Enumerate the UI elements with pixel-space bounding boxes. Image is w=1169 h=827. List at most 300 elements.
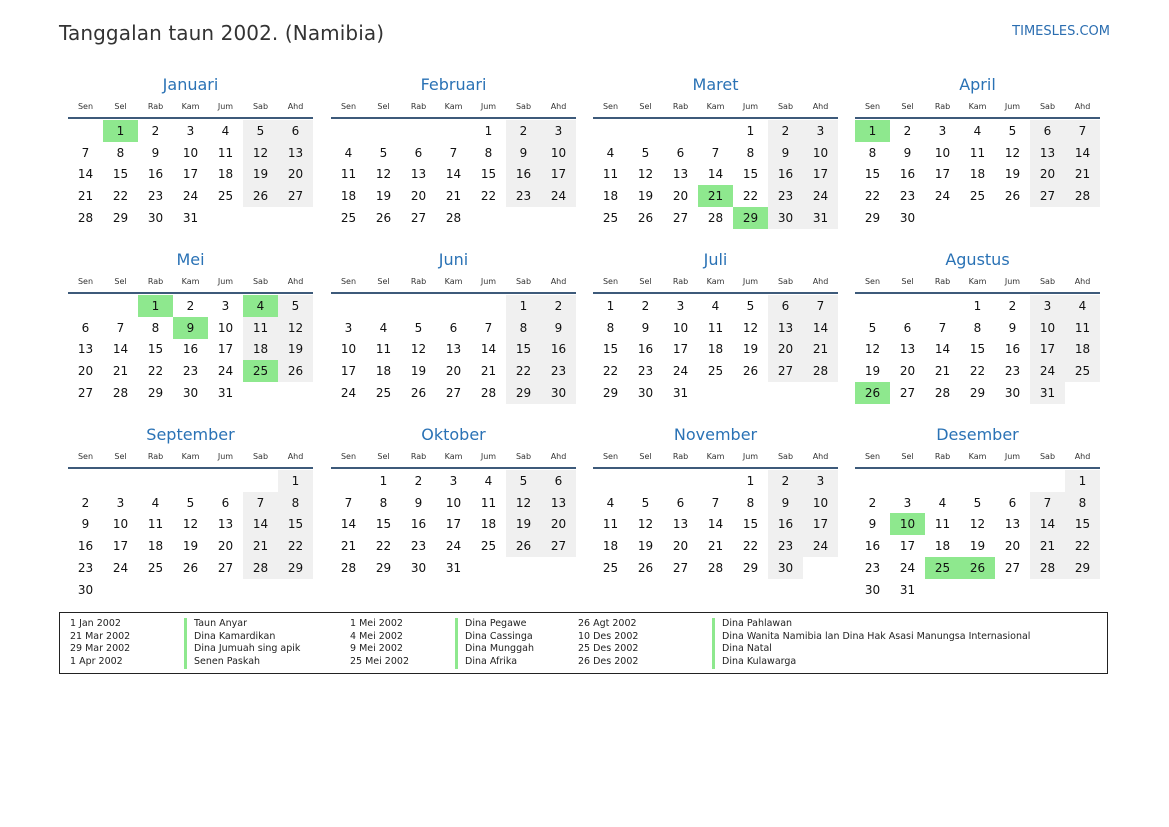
day-cell: 28	[1065, 185, 1100, 207]
weekday-label: Kam	[181, 277, 200, 286]
day-cell: 5	[186, 495, 195, 510]
weekday-label: Sel	[377, 102, 390, 111]
day-cell: 7	[1030, 492, 1065, 514]
day-cell: 25	[217, 189, 234, 204]
weekday-label: Sen	[77, 102, 94, 111]
day-cell: 16	[768, 513, 803, 535]
day-cell: 30	[637, 385, 654, 400]
day-cell: 23	[864, 560, 881, 575]
month-name: Oktober	[421, 425, 486, 444]
day-cell: 25	[147, 560, 164, 575]
day-cell: 13	[899, 342, 916, 357]
day-cell: 23	[147, 189, 164, 204]
day-cell: 7	[243, 492, 278, 514]
day-cell: 5	[506, 470, 541, 492]
day-cell: 18	[707, 342, 724, 357]
day-cell: 5	[641, 495, 650, 510]
day-cell: 31	[182, 210, 199, 225]
month-name: Desember	[936, 425, 1019, 444]
day-cell: 1	[278, 470, 313, 492]
day-cell: 23	[899, 189, 916, 204]
weekday-label: Sen	[602, 452, 619, 461]
weekday-label: Rab	[147, 102, 164, 111]
holiday-day-cell: 4	[243, 295, 278, 317]
holiday-date: 29 Mar 2002	[70, 643, 131, 655]
day-cell: 17	[340, 364, 357, 379]
day-cell: 25	[480, 539, 497, 554]
month-divider	[68, 117, 313, 119]
day-cell: 19	[506, 513, 541, 535]
day-cell: 15	[480, 167, 497, 182]
day-cell: 26	[637, 210, 654, 225]
day-cell: 4	[379, 320, 388, 335]
day-cell: 22	[480, 189, 497, 204]
weekday-label: Sel	[901, 452, 914, 461]
day-cell: 11	[934, 517, 951, 532]
day-cell: 16	[77, 539, 94, 554]
day-cell: 4	[151, 495, 160, 510]
day-cell: 21	[445, 189, 462, 204]
day-cell: 29	[506, 382, 541, 404]
day-cell: 13	[672, 517, 689, 532]
weekday-header	[331, 102, 576, 116]
day-cell: 12	[742, 320, 759, 335]
day-cell: 8	[746, 145, 755, 160]
day-cell: 30	[768, 557, 803, 579]
legend-date-column	[70, 618, 130, 669]
day-cell: 11	[480, 495, 497, 510]
day-cell: 17	[934, 167, 951, 182]
day-cell: 20	[899, 364, 916, 379]
weekday-label: Jum	[1004, 452, 1021, 461]
weekday-header	[593, 452, 838, 466]
day-cell: 25	[969, 189, 986, 204]
day-cell: 12	[864, 342, 881, 357]
day-cell: 31	[445, 560, 462, 575]
day-cell: 7	[449, 145, 458, 160]
day-cell: 16	[182, 342, 199, 357]
day-cell: 12	[637, 517, 654, 532]
day-cell: 10	[182, 145, 199, 160]
day-cell: 16	[768, 163, 803, 185]
month-name: Mei	[176, 250, 205, 269]
day-cell: 27	[217, 560, 234, 575]
day-cell: 24	[899, 560, 916, 575]
month-name: September	[146, 425, 235, 444]
day-cell: 6	[414, 145, 423, 160]
day-cell: 26	[637, 560, 654, 575]
weekday-label: Sel	[114, 277, 127, 286]
weekday-label: Sel	[639, 277, 652, 286]
weekday-header	[331, 452, 576, 466]
weekday-label: Ahd	[550, 277, 567, 286]
day-cell: 29	[1065, 557, 1100, 579]
day-cell: 24	[803, 185, 838, 207]
holiday-date: 25 Mei 2002	[350, 656, 409, 668]
weekday-label: Jum	[742, 452, 759, 461]
day-cell: 10	[340, 342, 357, 357]
day-cell: 21	[934, 364, 951, 379]
weekday-header	[855, 277, 1100, 291]
day-cell: 2	[81, 495, 90, 510]
day-cell: 11	[707, 320, 724, 335]
weekday-label: Sab	[1039, 277, 1056, 286]
day-cell: 3	[186, 124, 195, 138]
day-cell: 1	[606, 299, 615, 313]
weekday-label: Jum	[480, 452, 497, 461]
day-cell: 8	[746, 495, 755, 510]
holiday-legend	[59, 612, 1108, 674]
day-cell: 3	[803, 120, 838, 142]
day-cell: 14	[1030, 513, 1065, 535]
holiday-date: 4 Mei 2002	[350, 630, 403, 642]
day-cell: 6	[221, 495, 230, 510]
day-cell: 27	[1004, 560, 1021, 575]
day-cell: 19	[969, 539, 986, 554]
day-cell: 24	[1030, 360, 1065, 382]
day-cell: 23	[410, 539, 427, 554]
day-cell: 8	[973, 320, 982, 335]
day-cell: 22	[375, 539, 392, 554]
weekday-label: Sel	[114, 452, 127, 461]
day-cell: 27	[278, 185, 313, 207]
weekday-header	[68, 277, 313, 291]
day-cell: 20	[541, 513, 576, 535]
day-cell: 27	[541, 535, 576, 557]
day-cell: 30	[147, 210, 164, 225]
weekday-label: Sen	[864, 277, 881, 286]
day-cell: 16	[864, 539, 881, 554]
day-cell: 1	[379, 474, 388, 488]
weekday-label: Rab	[147, 452, 164, 461]
day-cell: 22	[864, 189, 881, 204]
day-cell: 25	[340, 210, 357, 225]
day-cell: 12	[637, 167, 654, 182]
day-cell: 14	[934, 342, 951, 357]
day-cell: 19	[182, 539, 199, 554]
holiday-date: 1 Jan 2002	[70, 618, 121, 629]
day-cell: 6	[278, 120, 313, 142]
weekday-header	[68, 452, 313, 466]
weekday-label: Jum	[480, 102, 497, 111]
month-name: Januari	[162, 75, 219, 94]
day-cell: 23	[768, 185, 803, 207]
weekday-label: Kam	[968, 452, 987, 461]
day-cell: 17	[112, 539, 129, 554]
legend-name-column	[712, 618, 1030, 669]
day-cell: 2	[151, 124, 160, 138]
day-cell: 28	[340, 560, 357, 575]
day-cell: 17	[899, 539, 916, 554]
day-cell: 7	[803, 295, 838, 317]
day-cell: 23	[77, 560, 94, 575]
holiday-date: 26 Des 2002	[578, 656, 639, 668]
day-cell: 9	[868, 517, 877, 532]
day-cell: 26	[243, 185, 278, 207]
weekday-label: Sab	[515, 102, 532, 111]
weekday-label: Sab	[252, 452, 269, 461]
day-cell: 29	[742, 560, 759, 575]
day-cell: 3	[541, 120, 576, 142]
day-cell: 31	[899, 582, 916, 597]
day-cell: 14	[112, 342, 129, 357]
month-divider	[593, 292, 838, 294]
day-cell: 4	[711, 299, 720, 313]
day-cell: 29	[278, 557, 313, 579]
weekday-label: Sab	[515, 277, 532, 286]
day-cell: 20	[768, 338, 803, 360]
day-cell: 25	[375, 385, 392, 400]
weekday-label: Sen	[340, 102, 357, 111]
day-cell: 11	[602, 167, 619, 182]
day-cell: 21	[803, 338, 838, 360]
day-cell: 4	[484, 474, 493, 488]
weekday-label: Sab	[252, 277, 269, 286]
weekday-label: Sel	[901, 102, 914, 111]
day-cell: 14	[340, 517, 357, 532]
day-cell: 28	[243, 557, 278, 579]
weekday-label: Sel	[639, 452, 652, 461]
day-cell: 19	[375, 189, 392, 204]
day-cell: 9	[414, 495, 423, 510]
day-cell: 14	[707, 517, 724, 532]
weekday-label: Rab	[672, 102, 689, 111]
day-cell: 20	[445, 364, 462, 379]
weekday-label: Jum	[217, 102, 234, 111]
holiday-day-cell: 1	[103, 120, 138, 142]
day-cell: 3	[676, 299, 685, 313]
weekday-label: Kam	[181, 102, 200, 111]
day-cell: 19	[1004, 167, 1021, 182]
day-cell: 17	[803, 163, 838, 185]
day-cell: 25	[602, 210, 619, 225]
day-cell: 15	[278, 513, 313, 535]
day-cell: 22	[506, 360, 541, 382]
day-cell: 18	[969, 167, 986, 182]
weekday-header	[593, 277, 838, 291]
day-cell: 11	[969, 145, 986, 160]
weekday-header	[68, 102, 313, 116]
day-cell: 30	[541, 382, 576, 404]
day-cell: 23	[541, 360, 576, 382]
day-cell: 18	[1065, 338, 1100, 360]
day-cell: 23	[506, 185, 541, 207]
day-cell: 15	[602, 342, 619, 357]
day-cell: 3	[449, 474, 458, 488]
day-cell: 1	[1065, 470, 1100, 492]
day-cell: 24	[541, 185, 576, 207]
weekday-label: Jum	[217, 277, 234, 286]
day-cell: 16	[637, 342, 654, 357]
day-cell: 20	[1004, 539, 1021, 554]
weekday-label: Ahd	[812, 452, 829, 461]
day-cell: 15	[864, 167, 881, 182]
day-cell: 31	[217, 385, 234, 400]
day-cell: 12	[375, 167, 392, 182]
day-cell: 28	[1030, 557, 1065, 579]
day-cell: 28	[77, 210, 94, 225]
day-cell: 6	[676, 495, 685, 510]
day-cell: 25	[707, 364, 724, 379]
day-cell: 10	[217, 320, 234, 335]
day-cell: 21	[243, 535, 278, 557]
weekday-label: Kam	[706, 102, 725, 111]
holiday-day-cell: 9	[173, 317, 208, 339]
weekday-label: Kam	[706, 277, 725, 286]
day-cell: 21	[1030, 535, 1065, 557]
day-cell: 15	[742, 167, 759, 182]
day-cell: 9	[81, 517, 90, 532]
month-divider	[331, 292, 576, 294]
day-cell: 12	[969, 517, 986, 532]
day-cell: 19	[410, 364, 427, 379]
holiday-name: Dina Wanita Namibia lan Dina Hak Asasi Manungsa Internasional	[712, 631, 1030, 644]
day-cell: 24	[445, 539, 462, 554]
legend-date-column	[350, 618, 409, 669]
day-cell: 5	[414, 320, 423, 335]
day-cell: 30	[899, 210, 916, 225]
weekday-label: Sen	[77, 452, 94, 461]
site-link[interactable]: TIMESLES.COM	[1012, 24, 1110, 39]
day-cell: 6	[1030, 120, 1065, 142]
day-cell: 24	[340, 385, 357, 400]
day-cell: 28	[480, 385, 497, 400]
day-cell: 24	[217, 364, 234, 379]
day-cell: 20	[217, 539, 234, 554]
day-cell: 26	[506, 535, 541, 557]
day-cell: 25	[1065, 360, 1100, 382]
day-cell: 2	[903, 124, 912, 138]
day-cell: 21	[77, 189, 94, 204]
day-cell: 2	[414, 474, 423, 488]
day-cell: 10	[672, 320, 689, 335]
day-cell: 17	[182, 167, 199, 182]
day-cell: 29	[375, 560, 392, 575]
month-divider	[855, 467, 1100, 469]
day-cell: 18	[602, 189, 619, 204]
month-name: November	[673, 425, 758, 444]
day-cell: 3	[344, 320, 353, 335]
weekday-label: Sel	[901, 277, 914, 286]
day-cell: 2	[506, 120, 541, 142]
day-cell: 26	[742, 364, 759, 379]
day-cell: 29	[112, 210, 129, 225]
day-cell: 1	[506, 295, 541, 317]
day-cell: 13	[672, 167, 689, 182]
day-cell: 16	[541, 338, 576, 360]
holiday-day-cell: 25	[925, 557, 960, 579]
month-divider	[855, 117, 1100, 119]
day-cell: 19	[637, 189, 654, 204]
holiday-date: 10 Des 2002	[578, 630, 639, 642]
day-cell: 8	[278, 492, 313, 514]
day-cell: 5	[1008, 124, 1017, 138]
day-cell: 21	[340, 539, 357, 554]
day-cell: 27	[899, 385, 916, 400]
day-cell: 9	[541, 317, 576, 339]
weekday-label: Sab	[777, 452, 794, 461]
day-cell: 31	[1030, 382, 1065, 404]
day-cell: 23	[768, 535, 803, 557]
day-cell: 10	[541, 142, 576, 164]
day-cell: 14	[243, 513, 278, 535]
day-cell: 5	[973, 495, 982, 510]
day-cell: 6	[541, 470, 576, 492]
weekday-label: Sen	[602, 277, 619, 286]
month-name: April	[959, 75, 996, 94]
month-divider	[855, 292, 1100, 294]
weekday-label: Rab	[410, 277, 427, 286]
day-cell: 11	[243, 317, 278, 339]
day-cell: 7	[711, 495, 720, 510]
day-cell: 3	[116, 495, 125, 510]
day-cell: 11	[340, 167, 357, 182]
day-cell: 29	[602, 385, 619, 400]
weekday-header	[331, 277, 576, 291]
day-cell: 25	[602, 560, 619, 575]
day-cell: 13	[541, 492, 576, 514]
day-cell: 3	[903, 495, 912, 510]
legend-name-column	[455, 618, 534, 669]
day-cell: 5	[641, 145, 650, 160]
day-cell: 17	[217, 342, 234, 357]
weekday-label: Kam	[444, 277, 463, 286]
day-cell: 15	[742, 517, 759, 532]
month-name: Maret	[692, 75, 739, 94]
day-cell: 14	[707, 167, 724, 182]
day-cell: 29	[147, 385, 164, 400]
day-cell: 2	[1008, 299, 1017, 313]
weekday-label: Ahd	[550, 102, 567, 111]
weekday-label: Sab	[777, 102, 794, 111]
day-cell: 7	[1065, 120, 1100, 142]
holiday-date: 26 Agt 2002	[578, 618, 637, 629]
day-cell: 19	[278, 338, 313, 360]
day-cell: 7	[116, 320, 125, 335]
day-cell: 8	[868, 145, 877, 160]
day-cell: 5	[243, 120, 278, 142]
day-cell: 3	[938, 124, 947, 138]
day-cell: 20	[672, 539, 689, 554]
day-cell: 8	[506, 317, 541, 339]
day-cell: 13	[77, 342, 94, 357]
day-cell: 19	[864, 364, 881, 379]
day-cell: 11	[602, 517, 619, 532]
holiday-name: Dina Afrika	[455, 656, 534, 669]
day-cell: 30	[1004, 385, 1021, 400]
day-cell: 30	[864, 582, 881, 597]
day-cell: 17	[445, 517, 462, 532]
day-cell: 12	[1004, 145, 1021, 160]
day-cell: 18	[375, 364, 392, 379]
day-cell: 15	[506, 338, 541, 360]
holiday-name: Taun Anyar	[184, 618, 300, 631]
holiday-name: Dina Jumuah sing apik	[184, 643, 300, 656]
day-cell: 19	[742, 342, 759, 357]
day-cell: 28	[803, 360, 838, 382]
weekday-label: Sel	[377, 452, 390, 461]
day-cell: 22	[969, 364, 986, 379]
day-cell: 28	[445, 210, 462, 225]
day-cell: 1	[746, 124, 755, 138]
weekday-label: Rab	[147, 277, 164, 286]
holiday-name: Dina Pahlawan	[712, 618, 1030, 631]
day-cell: 18	[243, 338, 278, 360]
day-cell: 18	[480, 517, 497, 532]
day-cell: 26	[410, 385, 427, 400]
day-cell: 28	[934, 385, 951, 400]
day-cell: 9	[768, 492, 803, 514]
